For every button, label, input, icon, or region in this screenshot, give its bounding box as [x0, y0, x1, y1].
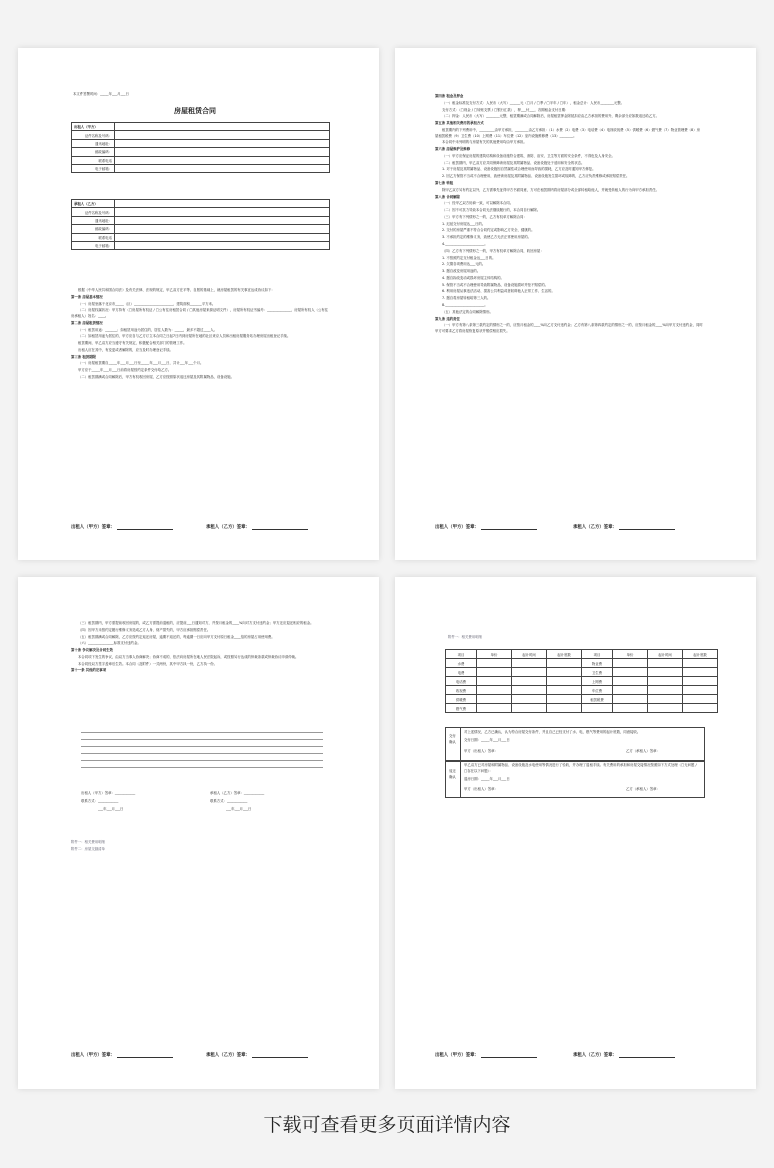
lessor-signature: 出租人（甲方）签章：: [71, 524, 173, 530]
lessee-info-table: 承租人（乙方） 证件名称及号码： 通讯地址： 邮政编码： 联系电话 电子邮箱：: [71, 199, 330, 250]
document-page-4: [395, 577, 756, 1089]
section-heading: 第十一条 其他约定事项: [71, 668, 107, 673]
clause-line: 本合同中未列明的与房屋有关的其他费用均由甲方承担。: [442, 140, 527, 145]
document-page-3: （三）租赁期内，甲方需提前收回房屋的，或乙方需提前退租的，应提前___日通知对方，并按月租金的____%向对方支付违约金；甲方还应退还相应的租金。 （四）因甲方未按约定履行维修义务造成乙方人身、财产损失的，甲方应承担赔偿责任。 （五）租赁期满或合同解除，乙方应按约定返还房屋，逾期不返还的，每逾期一日应向甲方支付原日租金____倍的房屋占用使用费。 （六）_______________标准支付违约金。 第十条 争议解决及合同生效 本合同项下发生的争议，由双方当事人协商解决；协商不成的，依法向房屋所在地人民法院起诉，或按照另行达成的仲裁条款或仲裁协议申请仲裁。 本合同经双方签字盖章后生效。本合同（及附件）一式两份，其中甲方执一份，乙方执一份。 第十一条 其他约定事项 出租人（甲方）签章：____________ 联系方式：____________ ___年___月___日 承租人（乙方）签章：____________ 联系方式：____________ ___年___月___日 附件一：相关费用明细 附件二：房屋交割清单 出租人（甲方）签章： 承租人（乙方）签章：: [18, 577, 379, 1089]
fee-row: 电话费 上网费: [446, 677, 718, 686]
section-heading: 第一条 房屋基本情况: [71, 294, 103, 299]
clause-line: 1. 对于房屋及其附属物品、设备设施因自然属性或合理使用而导致的损耗，乙方应及时通知甲方修复。: [442, 167, 596, 172]
fee-header-cell: 单价: [477, 650, 512, 659]
document-page-2: [395, 48, 756, 560]
clause-line: 租赁期内的下列费用中，_________由甲方承担，________由乙方承担：（1）水费（2）电费（3）电话费（4）电视收视费（5）供暖费（6）燃气费（7）物业管理费（8）房屋租赁税费（9）卫生费（10）上网费（11）车位费（12）室内设施维修费（13）________。: [435, 127, 700, 138]
section-heading: 第十条 争议解决及合同生效: [71, 648, 113, 653]
fee-header-cell: 项目: [582, 650, 613, 659]
clause-line: 2. 因乙方保管不当或不合理使用，致使该房屋及其附属物品、设备设施发生损坏或故障的，乙方应负责维修或承担赔偿责任。: [442, 174, 630, 179]
p3-lessee-sign: 承租人（乙方）签章：____________: [210, 791, 265, 795]
lessee-title: 承租人（乙方）: [72, 200, 115, 208]
clause-line: 5. 保管不当或不合理使用导致附属物品、设备设施损坏并拒不赔偿的。: [442, 282, 549, 287]
fee-header-cell: 单价: [613, 650, 648, 659]
section-heading: 第五条 其他相关费用的承担方式: [435, 121, 484, 126]
clause-line: 除甲乙双方另有约定以外，乙方需事先征得甲方书面同意，方可在租赁期内将房屋部分或全部转租给他人，并就受转租人的行为向甲方承担责任。: [442, 187, 659, 192]
return-box: 返还确认 甲乙双方已对房屋和附属物品、设备设施及水电使用等情况进行了验收，并办理了退租手续。有关费用的承担和房屋交接情况按照如下方式处理（□无问题 / □存在以下问题）： 退房日期：_____年___月___日 甲方（出租人）签章： 乙方（承租人）签章：: [445, 760, 705, 798]
p3-lessor-sign: 出租人（甲方）签章：____________: [81, 791, 136, 795]
clause-line: 7. 擅自将房屋转租给第三人的。: [442, 296, 491, 301]
clause-line: （六）_______________标准支付违约金。: [78, 641, 141, 646]
section-heading: 第九条 违约责任: [435, 316, 460, 321]
clause-line: 2. 交付的房屋严重不符合合同约定或影响乙方安全、健康的。: [442, 228, 535, 233]
clause-line: 租赁期间，甲乙双方应当遵守有关规定，积极配合相关部门的管理工作。: [78, 341, 187, 346]
clause-line: （五）租赁期满或合同解除，乙方应按约定返还房屋，逾期不返还的，每逾期一日应向甲方支付原日租金____倍的房屋占用使用费。: [78, 634, 275, 639]
intro-paragraph: 根据《中华人民共和国合同法》及有关法律、法规的规定，甲乙双方在平等、自愿的基础上，就房屋租赁的有关事宜达成协议如下：: [78, 288, 275, 292]
clause-line: （四）因甲方未按约定履行维修义务造成乙方人身、财产损失的，甲方应承担赔偿责任。: [78, 627, 211, 632]
clause-line: （二）租赁期满或合同解除后，甲方有权收回房屋，乙方应按照原状返还房屋及其附属物品、设备设施。: [78, 374, 234, 379]
download-more-caption[interactable]: 下载可查看更多页面详情内容: [263, 1114, 511, 1136]
sign-date: 本文件签署时间：_____年___月___日: [73, 92, 129, 96]
clause-line: （一）租赁用途：_______；如租赁用途为居住的，居住人数为：_____，最多不超过____人。: [78, 327, 218, 332]
clause-line: （四）乙方有下列情形之一的，甲方有权单方解除合同，收回房屋：: [442, 248, 544, 253]
clause-line: 2. 欠缴各项费用达___元的。: [442, 262, 486, 267]
attachment-title: 附件一：相关费用明细: [448, 635, 482, 639]
clause-line: （二）房屋权属状况：甲方持有（□房屋所有权证 / □公有住房租赁合同 / □其他房屋来源证明文件），房屋所有权证书编号：______________，房屋所有权人（公有住房承租人）姓名：____。: [71, 308, 329, 318]
lessee-signature: 承租人（乙方）签章：: [573, 524, 675, 530]
clause-line: 1. 迟延交付房屋达___日的。: [442, 221, 486, 226]
clause-line: 4._______________________。: [442, 242, 488, 246]
clause-line: （二）租赁期内，甲乙双方应共同保障该房屋及其附属物品、设备设施处于适用和安全的状态。: [442, 160, 585, 165]
clause-line: 3. 不承担约定的维修义务，致使乙方无法正常使用房屋的。: [442, 235, 532, 240]
section-heading: 第三条 租赁期限: [71, 354, 96, 359]
clause-line: （一）经甲乙双方协商一致，可以解除本合同。: [442, 201, 514, 206]
attachment-link-1[interactable]: 附件一：相关费用明细: [71, 840, 105, 844]
clause-line: （一）甲方应保证房屋的建筑结构和设备设施符合建筑、消防、治安、卫生等方面的安全条件，不得危及人身安全。: [442, 153, 615, 158]
fee-row: 收视费 车位费: [446, 686, 718, 695]
clause-line: 本合同项下发生的争议，由双方当事人协商解决；协商不成的，依法向房屋所在地人民法院起诉，或按照另行达成的仲裁条款或仲裁协议申请仲裁。: [78, 654, 299, 659]
fee-header-cell: 项目: [446, 650, 477, 659]
fee-header-cell: 起计时间: [648, 650, 683, 659]
page1-body: [71, 288, 329, 382]
clause-line: （五）其他法定的合同解除情形。: [442, 309, 493, 314]
document-page-1: [18, 48, 379, 560]
section-heading: 第四条 租金及押金: [435, 94, 464, 98]
fee-row: 供暖费 租赁税费: [446, 695, 718, 704]
clause-line: 甲方应于_____年___月___日前将房屋按约定条件交付给乙方。: [78, 368, 172, 373]
clause-line: （三）甲方有下列情形之一的，乙方有权单方解除合同：: [442, 214, 527, 219]
lessee-signature: 承租人（乙方）签章：: [206, 524, 308, 530]
clause-line: 支付方式：（□现金 / □转账支票 / □银行汇款），押___付___，各期租金支付日期：: [442, 107, 569, 112]
clause-line: 出租人应在其中，有变更或者解除的，应当及时办理登记手续。: [78, 347, 173, 352]
page3-body: [71, 621, 329, 675]
lessee-signature: 承租人（乙方）签章：: [206, 1052, 308, 1058]
section-heading: 第六条 房屋维护及维修: [435, 147, 471, 152]
clause-line: （一）房屋租赁期自_____年___月___日至_____年___月___日，共计___年___个月。: [78, 361, 204, 366]
clause-line: （二）因不可抗力导致本合同无法继续履行的，本合同自行解除。: [442, 208, 541, 213]
clause-line: （二）押金：人民币（大写）________元整，租赁期满或合同解除后，房屋租赁押金除抵扣应由乙方承担的费用外，剩余部分应如数返还给乙方。: [442, 114, 659, 119]
lessor-info-table: 出租人（甲方） 证件名称及号码： 通讯地址： 邮政编码： 联系电话 电子邮箱：: [71, 122, 330, 173]
fee-header-cell: 起计底数: [547, 650, 582, 659]
clause-line: （一）房屋坐落于北京市_____（区）_______________________，建筑面积_______平方米。: [78, 301, 216, 306]
clause-line: 8._______________________。: [442, 303, 488, 308]
fee-header-cell: 起计底数: [683, 650, 718, 659]
section-heading: 第二条 房屋租赁情况: [71, 320, 103, 325]
page2-body: [435, 94, 703, 336]
clause-line: 1. 不按照约定支付租金达___日的。: [442, 255, 496, 260]
fee-header-cell: 起计时间: [512, 650, 547, 659]
fee-row: 电费 卫生费: [446, 668, 718, 677]
fee-table: [445, 649, 718, 713]
clause-line: 6. 利用房屋从事违法活动、损害公共利益或者妨碍他人正常工作、生活的。: [442, 289, 555, 294]
section-heading: 第八条 合同解除: [435, 194, 460, 199]
attachment-link-2[interactable]: 附件二：房屋交割清单: [71, 847, 105, 851]
lessor-title: 出租人（甲方）: [72, 123, 115, 131]
lessor-signature: 出租人（甲方）签章：: [435, 1052, 537, 1058]
lessor-signature: 出租人（甲方）签章：: [435, 524, 537, 530]
fee-row: 水费 物业费: [446, 659, 718, 668]
contract-title: 房屋租赁合同: [174, 107, 216, 115]
lessee-signature: 承租人（乙方）签章：: [573, 1052, 675, 1058]
clause-line: （三）租赁期内，甲方需提前收回房屋的，或乙方需提前退租的，应提前___日通知对方，并按月租金的____%向对方支付违约金；甲方还应退还相应的租金。: [78, 621, 314, 625]
clause-line: 3. 擅自改变房屋用途的。: [442, 269, 481, 274]
clause-line: 本合同经双方签字盖章后生效。本合同（及附件）一式两份，其中甲方执一份，乙方执一份。: [78, 661, 218, 666]
fee-row: 燃气费: [446, 704, 718, 713]
clause-line: （二）如租赁用途为居住的，甲方应自与乙方订立本合同之日起7日内到房屋所在地的社区来京人员和出租房屋服务站办理房屋出租登记手续。: [78, 334, 291, 339]
clause-line: 4. 擅自拆改变动或损坏房屋主体结构的。: [442, 275, 504, 280]
section-heading: 第七条 转租: [435, 180, 454, 185]
clause-line: （一）甲方有第八条第三款约定的情形之一的，应按月租金的____%向乙方支付违约金；乙方有第八条第四款约定的情形之一的，应按月租金的____%向甲方支付违约金，同时甲方可要求乙方将房屋恢复原状并赔偿相应损失。: [435, 323, 703, 333]
handover-box: 交付确认 对上述情况，乙方已确认，认为符合房屋交付条件，并且自己已经支付了水、电、燃气等费用的起计底数，同意接收。 交付日期：_____年___月___日 甲方（出租人）签章： 乙方（承租人）签章：: [445, 727, 705, 762]
lessor-signature: 出租人（甲方）签章：: [71, 1052, 173, 1058]
clause-line: （一）租金标准及支付方式：人民币（大写）______元（□月 / □季 / □半年 / □年），租金总计：人民币________元整。: [442, 100, 625, 105]
